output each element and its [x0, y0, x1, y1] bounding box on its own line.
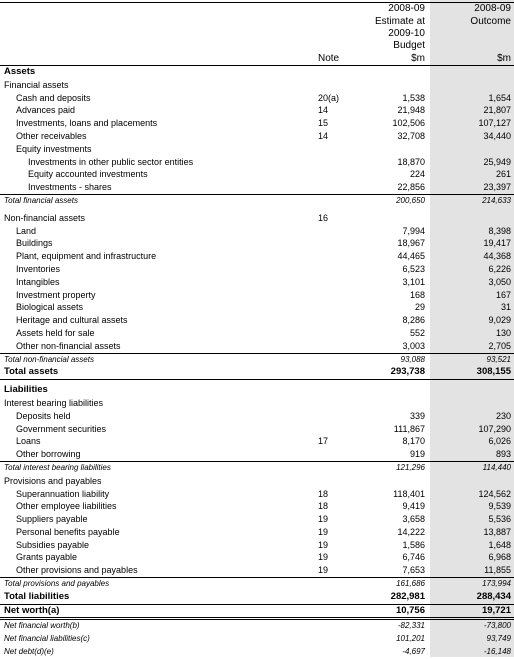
table-row	[0, 397, 514, 410]
row-label: Other receivables	[16, 130, 87, 141]
row-note: 14	[318, 105, 329, 116]
outcome-value: 44,368	[483, 251, 511, 262]
row-label: Investments in other public sector entities	[28, 156, 194, 167]
table-row	[0, 423, 514, 436]
table-row	[0, 156, 514, 169]
row-label: Interest bearing liabilities	[4, 397, 104, 408]
outcome-value: 19,721	[481, 604, 511, 616]
table-row	[0, 461, 514, 475]
outcome-value: 9,539	[488, 501, 511, 512]
outcome-value: 6,226	[488, 263, 511, 274]
row-label: Non-financial assets	[4, 212, 86, 223]
estimate-value: 14,222	[397, 526, 425, 537]
outcome-value: 893	[495, 449, 511, 460]
outcome-value: 93,521	[486, 354, 511, 364]
table-row	[0, 633, 514, 646]
header-top-rule	[0, 2, 514, 3]
table-row	[0, 276, 514, 289]
col2-year: 2008-09	[474, 3, 511, 14]
row-label: Plant, equipment and infrastructure	[16, 251, 157, 262]
table-row	[0, 314, 514, 327]
row-label: Grants payable	[16, 552, 78, 563]
outcome-value: 130	[495, 327, 511, 338]
row-label: Personal benefits payable	[16, 526, 120, 537]
col1-year: 2008-09	[388, 3, 425, 14]
estimate-value: 22,856	[397, 182, 425, 193]
outcome-value: 93,749	[486, 634, 511, 644]
estimate-value: 168	[409, 289, 425, 300]
row-label: Biological assets	[16, 302, 84, 313]
row-label: Cash and deposits	[16, 92, 91, 103]
row-note: 15	[318, 118, 329, 129]
table-row	[0, 551, 514, 564]
estimate-value: 3,101	[402, 276, 425, 287]
row-note: 18	[318, 501, 329, 512]
estimate-value: 224	[409, 169, 425, 180]
outcome-value: 173,994	[482, 579, 511, 589]
estimate-value: 6,523	[402, 263, 425, 274]
row-label: Other provisions and payables	[16, 565, 138, 576]
row-note: 17	[318, 436, 329, 447]
table-row	[0, 539, 514, 552]
table-row	[0, 448, 514, 461]
table-row	[0, 212, 514, 225]
table-row	[0, 143, 514, 156]
row-label: Land	[16, 225, 37, 236]
col2-unit: $m	[497, 53, 511, 64]
outcome-value: 167	[495, 289, 511, 300]
estimate-value: 18,870	[397, 156, 425, 167]
table-row	[0, 263, 514, 276]
row-label: Other borrowing	[16, 449, 81, 460]
estimate-value: -82,331	[397, 621, 425, 631]
estimate-value: 339	[409, 410, 425, 421]
outcome-value: 19,417	[483, 238, 511, 249]
row-label: Investments - shares	[28, 182, 112, 193]
estimate-value: 118,401	[393, 488, 425, 499]
outcome-value: 25,949	[483, 156, 511, 167]
outcome-value: 8,398	[488, 225, 511, 236]
outcome-value: 214,633	[482, 195, 511, 205]
row-label: Provisions and payables	[4, 475, 102, 486]
estimate-value: 32,708	[397, 130, 425, 141]
outcome-value: 3,050	[488, 276, 511, 287]
table-row	[0, 117, 514, 130]
outcome-value: 6,968	[488, 552, 511, 563]
estimate-value: 919	[409, 449, 425, 460]
row-label: Assets	[4, 66, 36, 77]
estimate-value: 200,650	[396, 195, 425, 205]
outcome-value: 23,397	[483, 182, 511, 193]
estimate-value: 7,653	[402, 565, 425, 576]
row-label: Total non-financial assets	[4, 354, 94, 364]
table-row	[0, 181, 514, 194]
estimate-value: 8,170	[402, 436, 425, 447]
row-label: Other employee liabilities	[16, 501, 117, 512]
row-label: Buildings	[16, 238, 53, 249]
row-label: Investment property	[16, 289, 96, 300]
outcome-value: -73,800	[483, 621, 511, 631]
balance-sheet-table	[0, 66, 514, 659]
estimate-value: 1,586	[402, 539, 425, 550]
table-row	[0, 225, 514, 238]
outcome-value: 34,440	[483, 130, 511, 141]
table-row	[0, 620, 514, 633]
table-row	[0, 168, 514, 181]
estimate-value: 552	[409, 327, 425, 338]
row-label: Net debt(d)(e)	[4, 647, 54, 657]
table-header	[0, 0, 514, 66]
table-row	[0, 577, 514, 591]
table-row	[0, 488, 514, 501]
estimate-value: 101,201	[396, 634, 425, 644]
row-note: 19	[318, 539, 329, 550]
row-note: 18	[318, 488, 329, 499]
row-note: 20(a)	[318, 92, 340, 103]
row-label: Other non-financial assets	[16, 340, 121, 351]
estimate-value: 93,088	[400, 354, 425, 364]
row-label: Superannuation liability	[16, 488, 110, 499]
outcome-value: 1,648	[488, 539, 511, 550]
outcome-value: 13,887	[483, 526, 511, 537]
table-row	[0, 513, 514, 526]
estimate-value: 9,419	[402, 501, 425, 512]
col1-line1: Estimate at	[374, 16, 425, 27]
col1-line2: 2009-10	[388, 28, 425, 39]
outcome-value: 230	[495, 410, 511, 421]
table-row	[0, 564, 514, 577]
row-note: 19	[318, 526, 329, 537]
estimate-value: 7,994	[402, 225, 425, 236]
estimate-value: 18,967	[397, 238, 425, 249]
outcome-value: 6,026	[488, 436, 511, 447]
row-label: Total provisions and payables	[4, 579, 110, 589]
table-row	[0, 130, 514, 143]
estimate-value: 111,867	[393, 423, 425, 434]
table-row	[0, 340, 514, 353]
row-label: Net financial liabilities(c)	[4, 634, 90, 644]
row-note: 19	[318, 565, 329, 576]
row-label: Net worth(a)	[4, 604, 60, 616]
table-row	[0, 66, 514, 79]
row-label: Total interest bearing liabilities	[4, 462, 111, 472]
row-label: Total assets	[4, 366, 59, 378]
outcome-value: 11,855	[484, 565, 511, 576]
row-label: Suppliers payable	[16, 514, 88, 525]
row-label: Loans	[16, 436, 41, 447]
estimate-value: 3,658	[402, 514, 425, 525]
row-note: 19	[318, 552, 329, 563]
table-row	[0, 384, 514, 397]
outcome-value: 21,807	[483, 105, 511, 116]
row-label: Equity accounted investments	[28, 169, 148, 180]
row-label: Financial assets	[4, 79, 69, 90]
table-row	[0, 104, 514, 117]
row-label: Intangibles	[16, 276, 60, 287]
table-row	[0, 237, 514, 250]
row-label: Inventories	[16, 263, 61, 274]
estimate-value: 10,756	[395, 604, 425, 616]
row-label: Equity investments	[16, 143, 92, 154]
table-row	[0, 250, 514, 263]
row-label: Deposits held	[16, 410, 71, 421]
row-label: Heritage and cultural assets	[16, 315, 128, 326]
table-row	[0, 366, 514, 380]
table-row	[0, 79, 514, 92]
estimate-value: 8,286	[402, 315, 425, 326]
note-header: Note	[318, 53, 340, 64]
estimate-value: 102,506	[392, 118, 425, 129]
row-label: Investments, loans and placements	[16, 118, 158, 129]
row-label: Total liabilities	[4, 590, 70, 602]
row-label: Subsidies payable	[16, 539, 90, 550]
estimate-value: -4,697	[402, 647, 425, 657]
col1-unit: $m	[411, 53, 425, 64]
table-row	[0, 301, 514, 314]
outcome-value: 288,434	[476, 590, 511, 602]
row-label: Liabilities	[4, 384, 48, 396]
table-row	[0, 591, 514, 604]
row-note: 16	[318, 212, 329, 223]
outcome-value: 1,654	[488, 92, 511, 103]
estimate-value: 3,003	[402, 340, 425, 351]
outcome-value: 124,562	[478, 488, 511, 499]
estimate-value: 161,686	[396, 579, 425, 589]
outcome-value: 5,536	[488, 514, 511, 525]
row-label: Total financial assets	[4, 195, 78, 205]
outcome-value: 261	[495, 169, 511, 180]
table-row	[0, 194, 514, 208]
table-row	[0, 410, 514, 423]
outcome-value: 2,705	[488, 340, 511, 351]
table-row	[0, 353, 514, 367]
estimate-value: 282,981	[390, 590, 425, 602]
row-note: 14	[318, 130, 329, 141]
estimate-value: 6,746	[402, 552, 425, 563]
estimate-value: 29	[414, 302, 425, 313]
table-row	[0, 475, 514, 488]
table-row	[0, 526, 514, 539]
outcome-value: 114,440	[482, 462, 511, 472]
estimate-value: 121,296	[396, 462, 425, 472]
col2-line1: Outcome	[470, 16, 511, 27]
outcome-value: 31	[500, 302, 511, 313]
outcome-value: 107,290	[478, 423, 511, 434]
row-label: Government securities	[16, 423, 107, 434]
outcome-value: 308,155	[476, 366, 511, 378]
outcome-value: 107,127	[478, 118, 511, 129]
estimate-value: 21,948	[397, 105, 425, 116]
table-row	[0, 435, 514, 448]
outcome-value: -16,148	[483, 647, 511, 657]
col1-line3: Budget	[393, 40, 425, 51]
outcome-value: 9,029	[488, 315, 511, 326]
estimate-value: 44,465	[397, 251, 425, 262]
row-label: Net financial worth(b)	[4, 621, 80, 631]
estimate-value: 293,738	[390, 366, 425, 378]
table-row	[0, 327, 514, 340]
table-row	[0, 500, 514, 513]
estimate-value: 1,538	[402, 92, 425, 103]
table-row	[0, 92, 514, 105]
row-label: Assets held for sale	[16, 327, 95, 338]
row-note: 19	[318, 514, 329, 525]
row-label: Advances paid	[16, 105, 76, 116]
table-row	[0, 289, 514, 302]
table-row	[0, 604, 514, 621]
